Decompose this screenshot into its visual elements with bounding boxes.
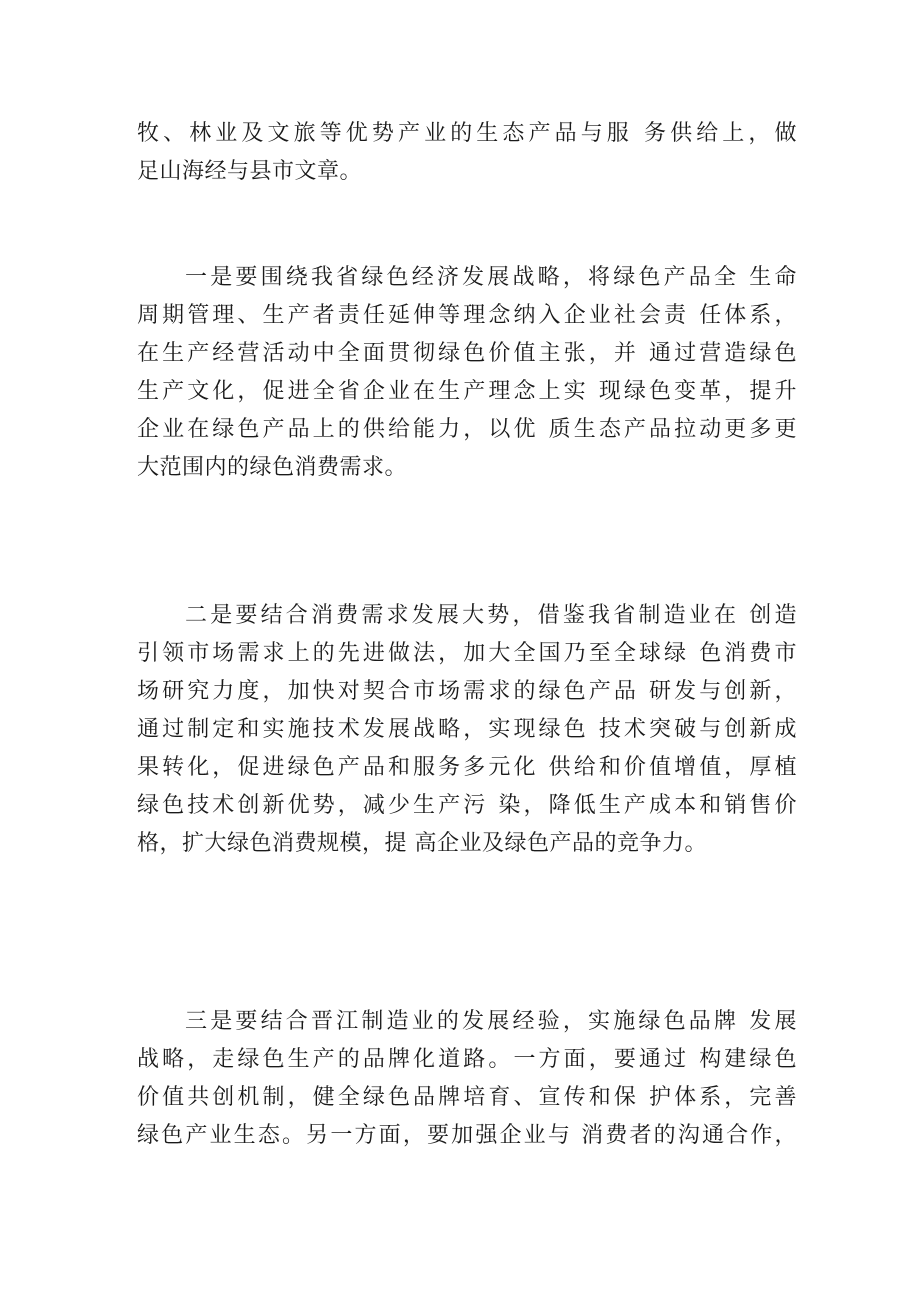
text-line: 大范围内的绿色消费需求。 [137, 455, 408, 480]
text-line: 绿色产业生态。另一方面，要加强企业与 消费者的沟通合作， [137, 1123, 797, 1148]
text-line: 三是要结合晋江制造业的发展经验，实施绿色品牌 发展 [185, 1009, 797, 1034]
text-line: 格，扩大绿色消费规模，提 高企业及绿色产品的竞争力。 [137, 831, 707, 856]
text-line: 生产文化，促进全省企业在生产理念上实 现绿色变革，提升 [137, 379, 797, 404]
text-line: 周期管理、生产者责任延伸等理念纳入企业社会责 任体系， [137, 303, 797, 328]
text-line: 牧、林业及文旅等优势产业的生态产品与服 务供给上，做 [137, 121, 797, 146]
text-line: 绿色技术创新优势，减少生产污 染，降低生产成本和销售价 [137, 793, 797, 818]
text-line: 果转化，促进绿色产品和服务多元化 供给和价值增值，厚植 [137, 755, 797, 780]
text-line: 足山海经与县市文章。 [137, 159, 363, 184]
paragraph-two [137, 597, 797, 863]
text-line: 场研究力度，加快对契合市场需求的绿色产品 研发与创新， [137, 679, 797, 704]
paragraph-one [137, 259, 797, 487]
text-line: 企业在绿色产品上的供给能力，以优 质生态产品拉动更多更 [137, 417, 797, 442]
text-line: 战略，走绿色生产的品牌化道路。一方面，要通过 构建绿色 [137, 1047, 797, 1072]
paragraph-three [137, 1003, 797, 1155]
text-line: 一是要围绕我省绿色经济发展战略，将绿色产品全 生命 [185, 265, 797, 290]
text-line: 通过制定和实施技术发展战略，实现绿色 技术突破与创新成 [137, 717, 797, 742]
text-line: 价值共创机制，健全绿色品牌培育、宣传和保 护体系，完善 [137, 1085, 797, 1110]
text-line: 在生产经营活动中全面贯彻绿色价值主张，并 通过营造绿色 [137, 341, 797, 366]
paragraph-continuation [137, 115, 797, 191]
text-line: 二是要结合消费需求发展大势，借鉴我省制造业在 创造 [185, 603, 797, 628]
text-line: 引领市场需求上的先进做法，加大全国乃至全球绿 色消费市 [137, 641, 797, 666]
